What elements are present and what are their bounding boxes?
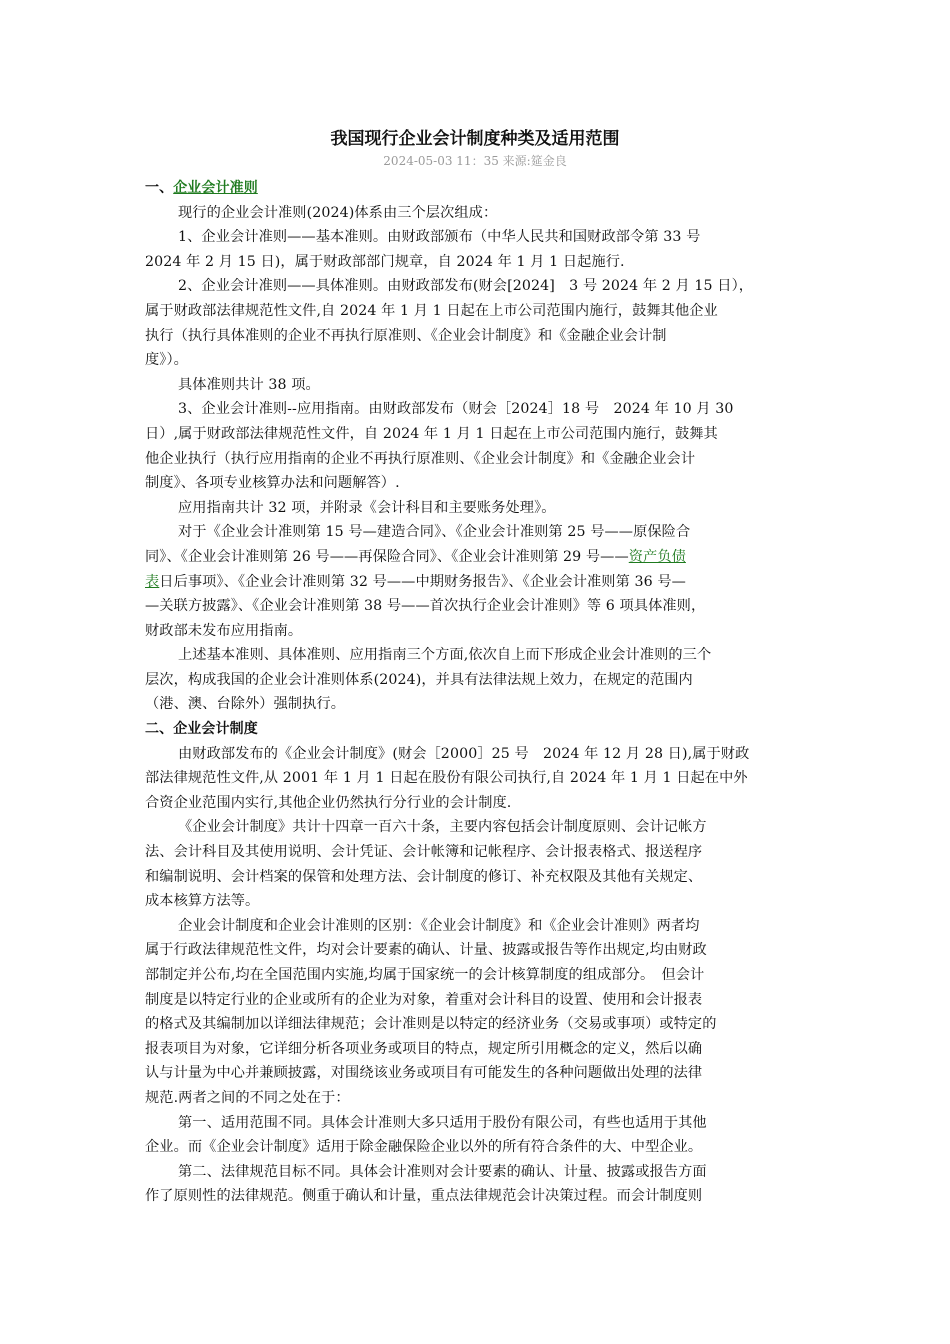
paragraph-line: 3、企业会计准则--应用指南。由财政部发布（财会［2024］18 号 2024 年 10 月 30 [178, 401, 734, 418]
paragraph-line: 报表项目为对象，它详细分析各项业务或项目的特点，规定所引用概念的定义，然后以确 [145, 1040, 703, 1057]
section-link-accounting-standards[interactable]: 企业会计准则 [173, 180, 258, 196]
link-balance-sheet[interactable]: 资产负债 [628, 548, 686, 565]
paragraph-line: 2、企业会计准则——具体准则。由财政部发布(财会[2024] 3 号 2024 年 2 月 15 日）， [178, 278, 754, 295]
paragraph-line: 财政部未发布应用指南。 [145, 622, 303, 639]
paragraph-line: 2024 年 2 月 15 日)，属于财政部部门规章，自 2024 年 1 月 1 日起施行. [145, 253, 625, 270]
paragraph-line: 第一、适用范围不同。具体会计准则大多只适用于股份有限公司，有些也适用于其他 [178, 1114, 707, 1131]
paragraph-line: 作了原则性的法律规范。侧重于确认和计量，重点法律规范会计决策过程。而会计制度则 [145, 1188, 703, 1205]
paragraph-line: 企业会计制度和企业会计准则的区别：《企业会计制度》和《企业会计准则》两者均 [178, 917, 700, 934]
paragraph-line: 层次，构成我国的企业会计准则体系(2024)，并具有法律法规上效力，在规定的范围内 [145, 671, 693, 688]
paragraph-line: 上述基本准则、具体准则、应用指南三个方面,依次自上而下形成企业会计准则的三个 [178, 647, 712, 664]
paragraph-line: 属于行政法律规范性文件，均对会计要素的确认、计量、披露或报告等作出规定,均由财政 [145, 942, 707, 959]
article-title: 我国现行企业会计制度种类及适用范围 [330, 129, 620, 149]
paragraph-line: 属于财政部法律规范性文件,自 2024 年 1 月 1 日起在上市公司范围内施行，鼓舞其他企业 [145, 302, 718, 319]
paragraph-line: 对于《企业会计准则第 15 号—建造合同》、《企业会计准则第 25 号——原保险合 [178, 524, 691, 541]
paragraph-line: 现行的企业会计准则(2024)体系由三个层次组成： [178, 204, 498, 221]
paragraph-line: 具体准则共计 38 项。 [178, 376, 320, 393]
paragraph-line: 合资企业范围内实行,其他企业仍然执行分行业的会计制度. [145, 794, 512, 811]
section-heading-1 [145, 176, 805, 201]
paragraph-line: 企业。而《企业会计制度》适用于除金融保险企业以外的所有符合条件的大、中型企业。 [145, 1139, 703, 1156]
paragraph-line: 执行（执行具体准则的企业不再执行原准则、《企业会计制度》和《金融企业会计制 [145, 327, 667, 344]
paragraph-line [145, 545, 805, 570]
paragraph-line: 制度》、各项专业核算办法和问题解答）. [145, 475, 400, 492]
paragraph-line: 日）,属于财政部法律规范性文件，自 2024 年 1 月 1 日起在上市公司范围内施行，鼓舞其 [145, 425, 718, 442]
paragraph-line: 部法律规范性文件,从 2001 年 1 月 1 日起在股份有限公司执行,自 2024 年 1 月 1 日起在中外 [145, 770, 748, 787]
paragraph-line: 《企业会计制度》共计十四章一百六十条，主要内容包括会计制度原则、会计记帐方 [178, 819, 707, 836]
article-body [145, 176, 805, 1209]
paragraph-line: 和编制说明、会计档案的保管和处理方法、会计制度的修订、补充权限及其他有关规定、 [145, 868, 703, 885]
paragraph-line: （港、澳、台除外）强制执行。 [145, 696, 346, 713]
paragraph-line: 认与计量为中心并兼顾披露，对围绕该业务或项目有可能发生的各种问题做出处理的法律 [145, 1065, 703, 1082]
article-meta: 2024-05-03 11：35 来源:筵金良 [383, 154, 567, 168]
text-span: 同》、《企业会计准则第 26 号——再保险合同》、《企业会计准则第 29 号—— [145, 548, 629, 565]
paragraph-line: —关联方披露》、《企业会计准则第 38 号——首次执行企业会计准则》等 6 项具体准则， [145, 598, 706, 615]
text-span: 日后事项》、《企业会计准则第 32 号——中期财务报告》、《企业会计准则第 36 号— [159, 573, 686, 590]
paragraph-line: 法、会计科目及其使用说明、会计凭证、会计帐簿和记帐程序、会计报表格式、报送程序 [145, 844, 703, 861]
paragraph-line: 的格式及其编制加以详细法律规范；会计准则是以特定的经济业务（交易或事项）或特定的 [145, 1016, 717, 1033]
paragraph-line [145, 570, 805, 595]
paragraph-line: 由财政部发布的《企业会计制度》(财会［2000］25 号 2024 年 12 月 28 日),属于财政 [178, 745, 750, 762]
paragraph-line: 部制定并公布,均在全国范围内实施,均属于国家统一的会计核算制度的组成部分。 但会计 [145, 967, 705, 983]
section-heading-2: 二、企业会计制度 [145, 721, 258, 738]
paragraph-line: 规范.两者之间的不同之处在于： [145, 1089, 350, 1106]
paragraph-line: 度》）。 [145, 352, 188, 369]
section-number: 一、 [145, 180, 174, 196]
paragraph-line: 1、企业会计准则——基本准则。由财政部颁布（中华人民共和国财政部令第 33 号 [178, 229, 701, 246]
link-balance-sheet-cont[interactable]: 表 [145, 573, 160, 590]
paragraph-line: 制度是以特定行业的企业或所有的企业为对象，着重对会计科目的设置、使用和会计报表 [145, 991, 703, 1008]
paragraph-line: 成本核算方法等。 [145, 893, 260, 910]
paragraph-line: 他企业执行（执行应用指南的企业不再执行原准则、《企业会计制度》和《金融企业会计 [145, 450, 696, 467]
paragraph-line: 应用指南共计 32 项，并附录《会计科目和主要账务处理》。 [178, 499, 556, 516]
paragraph-line: 第二、法律规范目标不同。具体会计准则对会计要素的确认、计量、披露或报告方面 [178, 1163, 707, 1180]
